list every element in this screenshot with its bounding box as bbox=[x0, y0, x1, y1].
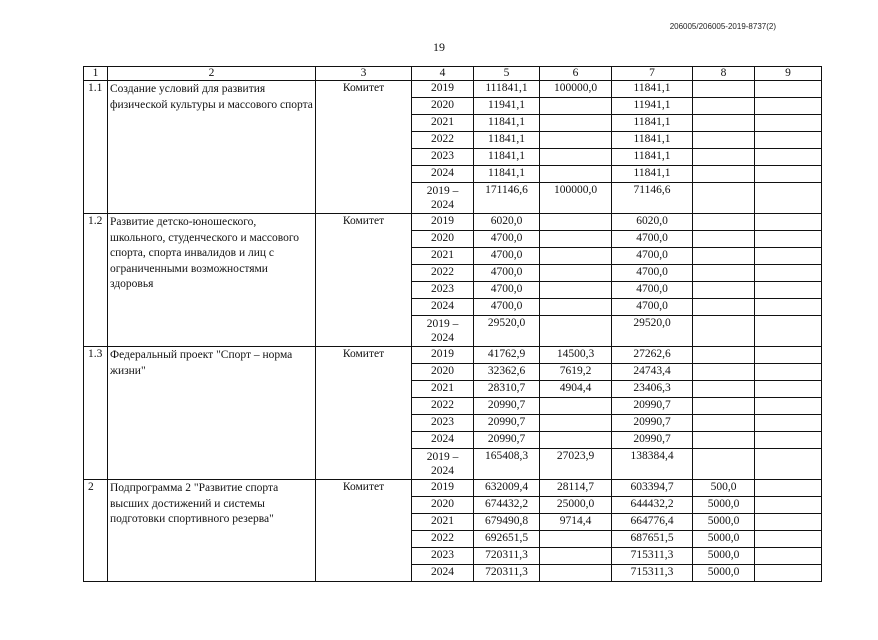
item-executor: Комитет bbox=[316, 347, 412, 480]
value-col-5: 28310,7 bbox=[474, 381, 540, 398]
column-header-4: 4 bbox=[412, 67, 474, 81]
year-label: 2024 bbox=[431, 300, 454, 312]
value-col-5: 720311,3 bbox=[474, 565, 540, 582]
value-col-8 bbox=[693, 149, 755, 166]
value-col-7: 138384,4 bbox=[612, 449, 693, 480]
year-cell bbox=[412, 166, 474, 183]
year-label: 2020 bbox=[431, 365, 454, 377]
value-col-6 bbox=[540, 432, 612, 449]
year-cell bbox=[412, 248, 474, 265]
year-cell bbox=[412, 115, 474, 132]
year-label: 2021 bbox=[431, 116, 454, 128]
budget-table bbox=[83, 66, 822, 582]
value-col-9 bbox=[755, 449, 822, 480]
value-col-6 bbox=[540, 231, 612, 248]
value-col-5: 41762,9 bbox=[474, 347, 540, 364]
value-col-9 bbox=[755, 381, 822, 398]
value-col-7: 29520,0 bbox=[612, 316, 693, 347]
table-row bbox=[84, 347, 822, 364]
value-col-7: 23406,3 bbox=[612, 381, 693, 398]
year-label: 2019 bbox=[431, 215, 454, 227]
column-header-6: 6 bbox=[540, 67, 612, 81]
value-col-5: 11841,1 bbox=[474, 115, 540, 132]
year-label: 2019 bbox=[431, 348, 454, 360]
value-col-9 bbox=[755, 265, 822, 282]
value-col-7: 11841,1 bbox=[612, 132, 693, 149]
year-label: 2022 bbox=[431, 399, 454, 411]
value-col-9 bbox=[755, 166, 822, 183]
value-col-7: 27262,6 bbox=[612, 347, 693, 364]
value-col-8 bbox=[693, 81, 755, 98]
year-label: 2024 bbox=[431, 433, 454, 445]
year-cell bbox=[412, 183, 474, 214]
value-col-8: 5000,0 bbox=[693, 548, 755, 565]
value-col-7: 71146,6 bbox=[612, 183, 693, 214]
table-row bbox=[84, 81, 822, 98]
value-col-8 bbox=[693, 398, 755, 415]
item-number: 1.1 bbox=[84, 81, 108, 214]
item-name: Создание условий для развития физической культуры и массового спорта bbox=[108, 81, 316, 214]
year-label-end: 2024 bbox=[431, 199, 454, 211]
value-col-6: 28114,7 bbox=[540, 480, 612, 497]
year-cell bbox=[412, 548, 474, 565]
value-col-9 bbox=[755, 214, 822, 231]
year-label: 2019 – bbox=[426, 451, 459, 463]
value-col-9 bbox=[755, 282, 822, 299]
value-col-6 bbox=[540, 115, 612, 132]
document-number: 206005/206005-2019-8737(2) bbox=[669, 22, 776, 31]
value-col-9 bbox=[755, 248, 822, 265]
year-cell bbox=[412, 299, 474, 316]
value-col-5: 11841,1 bbox=[474, 132, 540, 149]
value-col-9 bbox=[755, 98, 822, 115]
value-col-7: 11841,1 bbox=[612, 115, 693, 132]
table-row bbox=[84, 214, 822, 231]
year-label-end: 2024 bbox=[431, 332, 454, 344]
year-label: 2024 bbox=[431, 167, 454, 179]
year-label: 2023 bbox=[431, 283, 454, 295]
value-col-8: 5000,0 bbox=[693, 565, 755, 582]
value-col-8 bbox=[693, 282, 755, 299]
value-col-6 bbox=[540, 299, 612, 316]
value-col-7: 24743,4 bbox=[612, 364, 693, 381]
value-col-7: 603394,7 bbox=[612, 480, 693, 497]
year-label: 2019 – bbox=[426, 318, 459, 330]
page-number: 19 bbox=[433, 40, 445, 54]
column-header-1: 1 bbox=[84, 67, 108, 81]
year-label: 2020 bbox=[431, 232, 454, 244]
value-col-9 bbox=[755, 183, 822, 214]
value-col-5: 111841,1 bbox=[474, 81, 540, 98]
item-executor: Комитет bbox=[316, 81, 412, 214]
value-col-6 bbox=[540, 98, 612, 115]
value-col-8 bbox=[693, 347, 755, 364]
year-cell bbox=[412, 231, 474, 248]
value-col-7: 715311,3 bbox=[612, 565, 693, 582]
value-col-6: 9714,4 bbox=[540, 514, 612, 531]
value-col-8 bbox=[693, 364, 755, 381]
value-col-7: 11841,1 bbox=[612, 81, 693, 98]
value-col-9 bbox=[755, 81, 822, 98]
value-col-5: 6020,0 bbox=[474, 214, 540, 231]
value-col-8: 5000,0 bbox=[693, 497, 755, 514]
year-cell bbox=[412, 565, 474, 582]
item-number: 1.3 bbox=[84, 347, 108, 480]
year-label: 2019 – bbox=[426, 185, 459, 197]
value-col-9 bbox=[755, 514, 822, 531]
year-label: 2019 bbox=[431, 481, 454, 493]
year-cell bbox=[412, 282, 474, 299]
value-col-5: 20990,7 bbox=[474, 398, 540, 415]
value-col-5: 692651,5 bbox=[474, 531, 540, 548]
year-cell bbox=[412, 398, 474, 415]
value-col-9 bbox=[755, 149, 822, 166]
value-col-5: 11941,1 bbox=[474, 98, 540, 115]
item-executor: Комитет bbox=[316, 214, 412, 347]
value-col-7: 20990,7 bbox=[612, 432, 693, 449]
value-col-6 bbox=[540, 398, 612, 415]
year-cell bbox=[412, 415, 474, 432]
value-col-9 bbox=[755, 115, 822, 132]
year-cell bbox=[412, 381, 474, 398]
value-col-8 bbox=[693, 299, 755, 316]
value-col-5: 20990,7 bbox=[474, 415, 540, 432]
year-label: 2022 bbox=[431, 133, 454, 145]
year-cell bbox=[412, 132, 474, 149]
year-cell bbox=[412, 347, 474, 364]
value-col-8: 500,0 bbox=[693, 480, 755, 497]
value-col-7: 11941,1 bbox=[612, 98, 693, 115]
value-col-9 bbox=[755, 548, 822, 565]
value-col-6 bbox=[540, 265, 612, 282]
value-col-8 bbox=[693, 316, 755, 347]
value-col-7: 4700,0 bbox=[612, 231, 693, 248]
year-cell bbox=[412, 531, 474, 548]
value-col-7: 6020,0 bbox=[612, 214, 693, 231]
column-header-2: 2 bbox=[108, 67, 316, 81]
value-col-9 bbox=[755, 398, 822, 415]
value-col-8 bbox=[693, 248, 755, 265]
value-col-8 bbox=[693, 98, 755, 115]
year-label: 2022 bbox=[431, 266, 454, 278]
value-col-8 bbox=[693, 231, 755, 248]
year-cell bbox=[412, 98, 474, 115]
value-col-7: 20990,7 bbox=[612, 415, 693, 432]
value-col-6 bbox=[540, 565, 612, 582]
value-col-8 bbox=[693, 381, 755, 398]
value-col-9 bbox=[755, 432, 822, 449]
year-cell bbox=[412, 364, 474, 381]
value-col-7: 4700,0 bbox=[612, 248, 693, 265]
value-col-9 bbox=[755, 565, 822, 582]
year-cell bbox=[412, 449, 474, 480]
value-col-6: 25000,0 bbox=[540, 497, 612, 514]
value-col-8 bbox=[693, 132, 755, 149]
item-executor: Комитет bbox=[316, 480, 412, 582]
value-col-5: 679490,8 bbox=[474, 514, 540, 531]
value-col-8 bbox=[693, 214, 755, 231]
value-col-9 bbox=[755, 347, 822, 364]
value-col-5: 11841,1 bbox=[474, 149, 540, 166]
year-label: 2021 bbox=[431, 249, 454, 261]
header-row bbox=[84, 67, 822, 81]
value-col-8 bbox=[693, 432, 755, 449]
value-col-7: 11841,1 bbox=[612, 149, 693, 166]
column-header-9: 9 bbox=[755, 67, 822, 81]
value-col-6 bbox=[540, 548, 612, 565]
year-label: 2024 bbox=[431, 566, 454, 578]
value-col-5: 4700,0 bbox=[474, 265, 540, 282]
value-col-8 bbox=[693, 415, 755, 432]
year-label: 2021 bbox=[431, 515, 454, 527]
year-label: 2023 bbox=[431, 150, 454, 162]
value-col-5: 4700,0 bbox=[474, 282, 540, 299]
year-cell bbox=[412, 214, 474, 231]
year-label: 2021 bbox=[431, 382, 454, 394]
value-col-8: 5000,0 bbox=[693, 514, 755, 531]
year-label: 2019 bbox=[431, 82, 454, 94]
table-row bbox=[84, 480, 822, 497]
value-col-5: 4700,0 bbox=[474, 299, 540, 316]
value-col-7: 4700,0 bbox=[612, 265, 693, 282]
year-label: 2022 bbox=[431, 532, 454, 544]
year-label: 2020 bbox=[431, 99, 454, 111]
item-name: Федеральный проект "Спорт – норма жизни" bbox=[108, 347, 316, 480]
value-col-6 bbox=[540, 531, 612, 548]
year-cell bbox=[412, 316, 474, 347]
value-col-6 bbox=[540, 248, 612, 265]
column-header-3: 3 bbox=[316, 67, 412, 81]
value-col-5: 32362,6 bbox=[474, 364, 540, 381]
value-col-8 bbox=[693, 183, 755, 214]
value-col-9 bbox=[755, 497, 822, 514]
value-col-6: 7619,2 bbox=[540, 364, 612, 381]
value-col-9 bbox=[755, 299, 822, 316]
value-col-5: 674432,2 bbox=[474, 497, 540, 514]
value-col-5: 4700,0 bbox=[474, 231, 540, 248]
value-col-7: 664776,4 bbox=[612, 514, 693, 531]
value-col-9 bbox=[755, 316, 822, 347]
year-cell bbox=[412, 480, 474, 497]
year-cell bbox=[412, 81, 474, 98]
value-col-6 bbox=[540, 132, 612, 149]
value-col-5: 171146,6 bbox=[474, 183, 540, 214]
value-col-8: 5000,0 bbox=[693, 531, 755, 548]
column-header-8: 8 bbox=[693, 67, 755, 81]
year-cell bbox=[412, 149, 474, 166]
year-cell bbox=[412, 497, 474, 514]
item-number: 1.2 bbox=[84, 214, 108, 347]
item-number: 2 bbox=[84, 480, 108, 582]
value-col-6 bbox=[540, 166, 612, 183]
value-col-9 bbox=[755, 231, 822, 248]
value-col-9 bbox=[755, 132, 822, 149]
item-name: Развитие детско-юношеского, школьного, студенческого и массового спорта, спорта инвалидов и лиц с ограниченными возможностями здоровья bbox=[108, 214, 316, 347]
value-col-7: 20990,7 bbox=[612, 398, 693, 415]
value-col-6: 27023,9 bbox=[540, 449, 612, 480]
value-col-5: 165408,3 bbox=[474, 449, 540, 480]
value-col-7: 715311,3 bbox=[612, 548, 693, 565]
value-col-9 bbox=[755, 364, 822, 381]
value-col-9 bbox=[755, 531, 822, 548]
value-col-9 bbox=[755, 415, 822, 432]
value-col-8 bbox=[693, 265, 755, 282]
column-header-7: 7 bbox=[612, 67, 693, 81]
value-col-7: 11841,1 bbox=[612, 166, 693, 183]
value-col-6: 4904,4 bbox=[540, 381, 612, 398]
value-col-5: 11841,1 bbox=[474, 166, 540, 183]
value-col-6 bbox=[540, 282, 612, 299]
value-col-5: 4700,0 bbox=[474, 248, 540, 265]
value-col-5: 29520,0 bbox=[474, 316, 540, 347]
value-col-8 bbox=[693, 449, 755, 480]
table-body bbox=[84, 81, 822, 582]
value-col-6 bbox=[540, 415, 612, 432]
value-col-6 bbox=[540, 149, 612, 166]
value-col-6 bbox=[540, 214, 612, 231]
year-cell bbox=[412, 432, 474, 449]
year-cell bbox=[412, 514, 474, 531]
year-cell bbox=[412, 265, 474, 282]
value-col-5: 720311,3 bbox=[474, 548, 540, 565]
year-label: 2023 bbox=[431, 416, 454, 428]
value-col-7: 4700,0 bbox=[612, 282, 693, 299]
value-col-8 bbox=[693, 115, 755, 132]
year-label: 2023 bbox=[431, 549, 454, 561]
value-col-5: 632009,4 bbox=[474, 480, 540, 497]
value-col-6: 100000,0 bbox=[540, 81, 612, 98]
value-col-9 bbox=[755, 480, 822, 497]
year-label-end: 2024 bbox=[431, 465, 454, 477]
value-col-5: 20990,7 bbox=[474, 432, 540, 449]
value-col-6: 14500,3 bbox=[540, 347, 612, 364]
column-header-5: 5 bbox=[474, 67, 540, 81]
value-col-7: 4700,0 bbox=[612, 299, 693, 316]
value-col-6: 100000,0 bbox=[540, 183, 612, 214]
value-col-7: 687651,5 bbox=[612, 531, 693, 548]
value-col-6 bbox=[540, 316, 612, 347]
item-name: Подпрограмма 2 "Развитие спорта высших достижений и системы подготовки спортивного резерва" bbox=[108, 480, 316, 582]
value-col-7: 644432,2 bbox=[612, 497, 693, 514]
value-col-8 bbox=[693, 166, 755, 183]
year-label: 2020 bbox=[431, 498, 454, 510]
